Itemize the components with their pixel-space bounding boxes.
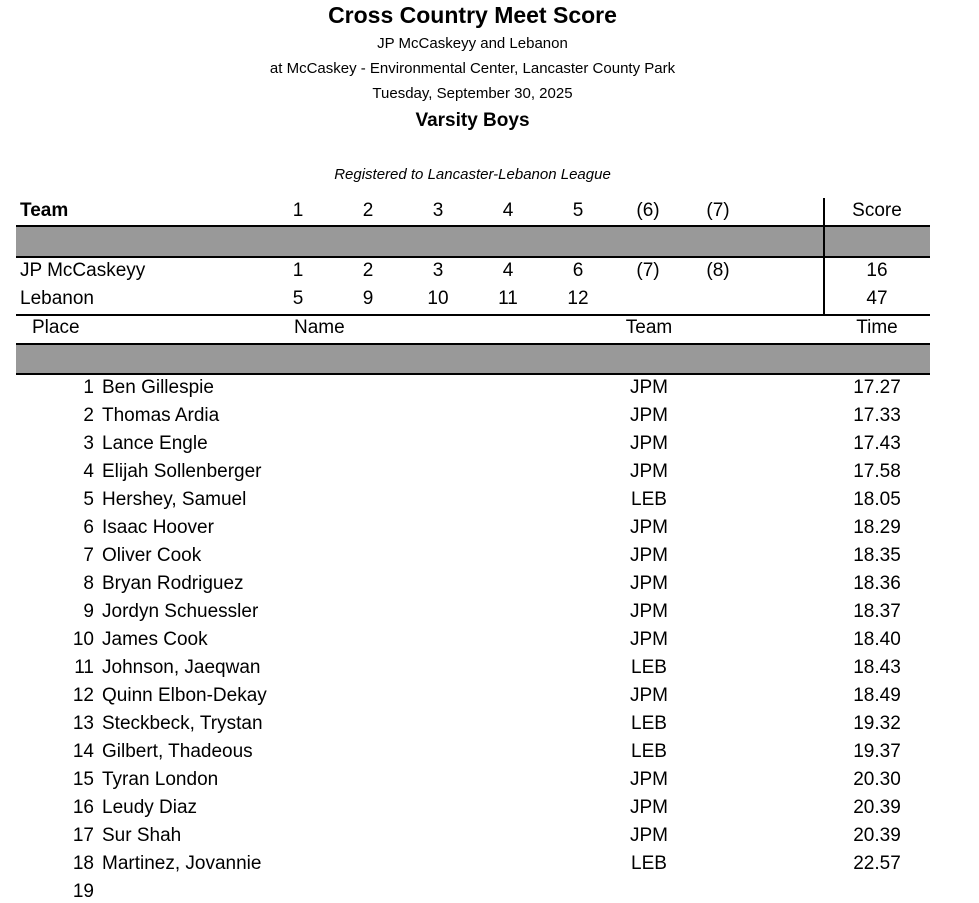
result-time: 18.05 (853, 489, 901, 510)
result-time: 22.57 (853, 853, 901, 874)
place-column-header: Place (32, 317, 80, 338)
result-place: 18 (72, 853, 94, 874)
result-team: JPM (630, 517, 668, 538)
result-team: JPM (630, 825, 668, 846)
result-team: LEB (631, 741, 667, 762)
team-column-header: Team (20, 200, 69, 221)
place-6-column-header: (6) (636, 200, 660, 221)
result-place: 17 (72, 825, 94, 846)
result-place: 3 (83, 433, 94, 454)
result-place: 4 (83, 461, 94, 482)
result-time: 20.39 (853, 825, 901, 846)
result-team: JPM (630, 797, 668, 818)
result-place: 11 (74, 657, 94, 678)
result-name: Sur Shah (102, 825, 182, 846)
divider (16, 256, 930, 258)
result-time: 17.58 (853, 461, 901, 482)
result-place: 19 (72, 881, 94, 902)
result-time: 17.43 (853, 433, 901, 454)
divider (16, 373, 930, 375)
result-name: Isaac Hoover (102, 517, 214, 538)
result-team: LEB (631, 657, 667, 678)
result-team: JPM (630, 377, 668, 398)
place-4-column-header: 4 (502, 200, 514, 221)
result-name: Oliver Cook (102, 545, 202, 566)
result-time: 18.36 (853, 573, 901, 594)
result-name: Steckbeck, Trystan (102, 713, 263, 734)
team-place: 6 (572, 260, 584, 281)
header-band (16, 345, 930, 373)
team-name: Lebanon (20, 288, 94, 309)
place-2-column-header: 2 (362, 200, 374, 221)
meet-location: at McCaskey - Environmental Center, Lancaster County Park (269, 60, 676, 77)
result-place: 2 (83, 405, 94, 426)
result-place: 1 (83, 377, 94, 398)
result-place: 13 (72, 713, 94, 734)
result-name: Tyran London (102, 769, 219, 790)
team-place: 10 (427, 288, 449, 309)
team-place: (8) (706, 260, 730, 281)
team-place: 12 (567, 288, 589, 309)
result-time: 18.43 (853, 657, 901, 678)
result-time: 18.49 (853, 685, 901, 706)
result-place: 10 (72, 629, 94, 650)
result-team: JPM (630, 405, 668, 426)
result-name: Thomas Ardia (102, 405, 220, 426)
result-name: Johnson, Jaeqwan (102, 657, 261, 678)
result-name: Martinez, Jovannie (102, 853, 262, 874)
result-place: 14 (72, 741, 94, 762)
result-place: 8 (83, 573, 94, 594)
result-place: 6 (83, 517, 94, 538)
teams-line: JP McCaskeyy and Lebanon (377, 35, 568, 52)
result-place: 16 (72, 797, 94, 818)
result-name: Ben Gillespie (102, 377, 214, 398)
meet-date: Tuesday, September 30, 2025 (372, 85, 573, 102)
result-name: Gilbert, Thadeous (102, 741, 253, 762)
result-time: 19.32 (853, 713, 901, 734)
team-place: 1 (292, 260, 304, 281)
result-name: Quinn Elbon-Dekay (102, 685, 267, 706)
result-time: 17.33 (853, 405, 901, 426)
result-name: Bryan Rodriguez (102, 573, 244, 594)
result-team: JPM (630, 573, 668, 594)
team-place: 9 (362, 288, 374, 309)
result-time: 18.37 (853, 601, 901, 622)
divider (16, 314, 930, 316)
header-band (16, 227, 930, 256)
division-title: Varsity Boys (415, 110, 530, 131)
result-team: JPM (630, 769, 668, 790)
score-column-header: Score (852, 200, 902, 221)
time-column-header: Time (856, 317, 898, 338)
result-time: 20.39 (853, 797, 901, 818)
result-team: JPM (630, 685, 668, 706)
result-time: 18.40 (853, 629, 901, 650)
result-name: Hershey, Samuel (102, 489, 247, 510)
result-place: 7 (83, 545, 94, 566)
team-place: 11 (498, 288, 518, 309)
name-column-header: Name (294, 317, 345, 338)
result-team: JPM (630, 601, 668, 622)
team-score: 16 (866, 260, 888, 281)
result-time: 17.27 (853, 377, 901, 398)
team-place: 5 (292, 288, 304, 309)
result-team: JPM (630, 545, 668, 566)
place-5-column-header: 5 (572, 200, 584, 221)
result-time: 19.37 (853, 741, 901, 762)
team-place: (7) (636, 260, 660, 281)
team-place: 4 (502, 260, 514, 281)
result-name: Elijah Sollenberger (102, 461, 262, 482)
result-team: LEB (631, 713, 667, 734)
league-note: Registered to Lancaster-Lebanon League (334, 166, 611, 183)
team-place: 2 (362, 260, 374, 281)
page-title: Cross Country Meet Score (328, 2, 617, 28)
result-time: 20.30 (853, 769, 901, 790)
place-3-column-header: 3 (432, 200, 444, 221)
result-place: 12 (72, 685, 94, 706)
result-team: JPM (630, 433, 668, 454)
result-team: JPM (630, 461, 668, 482)
result-name: Leudy Diaz (102, 797, 198, 818)
result-name: James Cook (102, 629, 208, 650)
result-team: JPM (630, 629, 668, 650)
team-column-header: Team (625, 317, 673, 338)
score-divider (823, 198, 825, 314)
place-7-column-header: (7) (706, 200, 730, 221)
team-score: 47 (866, 288, 888, 309)
team-name: JP McCaskeyy (20, 260, 146, 281)
place-1-column-header: 1 (292, 200, 304, 221)
result-name: Jordyn Schuessler (102, 601, 259, 622)
result-place: 5 (83, 489, 94, 510)
result-team: LEB (631, 853, 667, 874)
result-place: 15 (72, 769, 94, 790)
result-time: 18.29 (853, 517, 901, 538)
team-place: 3 (432, 260, 444, 281)
result-time: 18.35 (853, 545, 901, 566)
result-team: LEB (631, 489, 667, 510)
result-name: Lance Engle (102, 433, 208, 454)
result-place: 9 (83, 601, 94, 622)
